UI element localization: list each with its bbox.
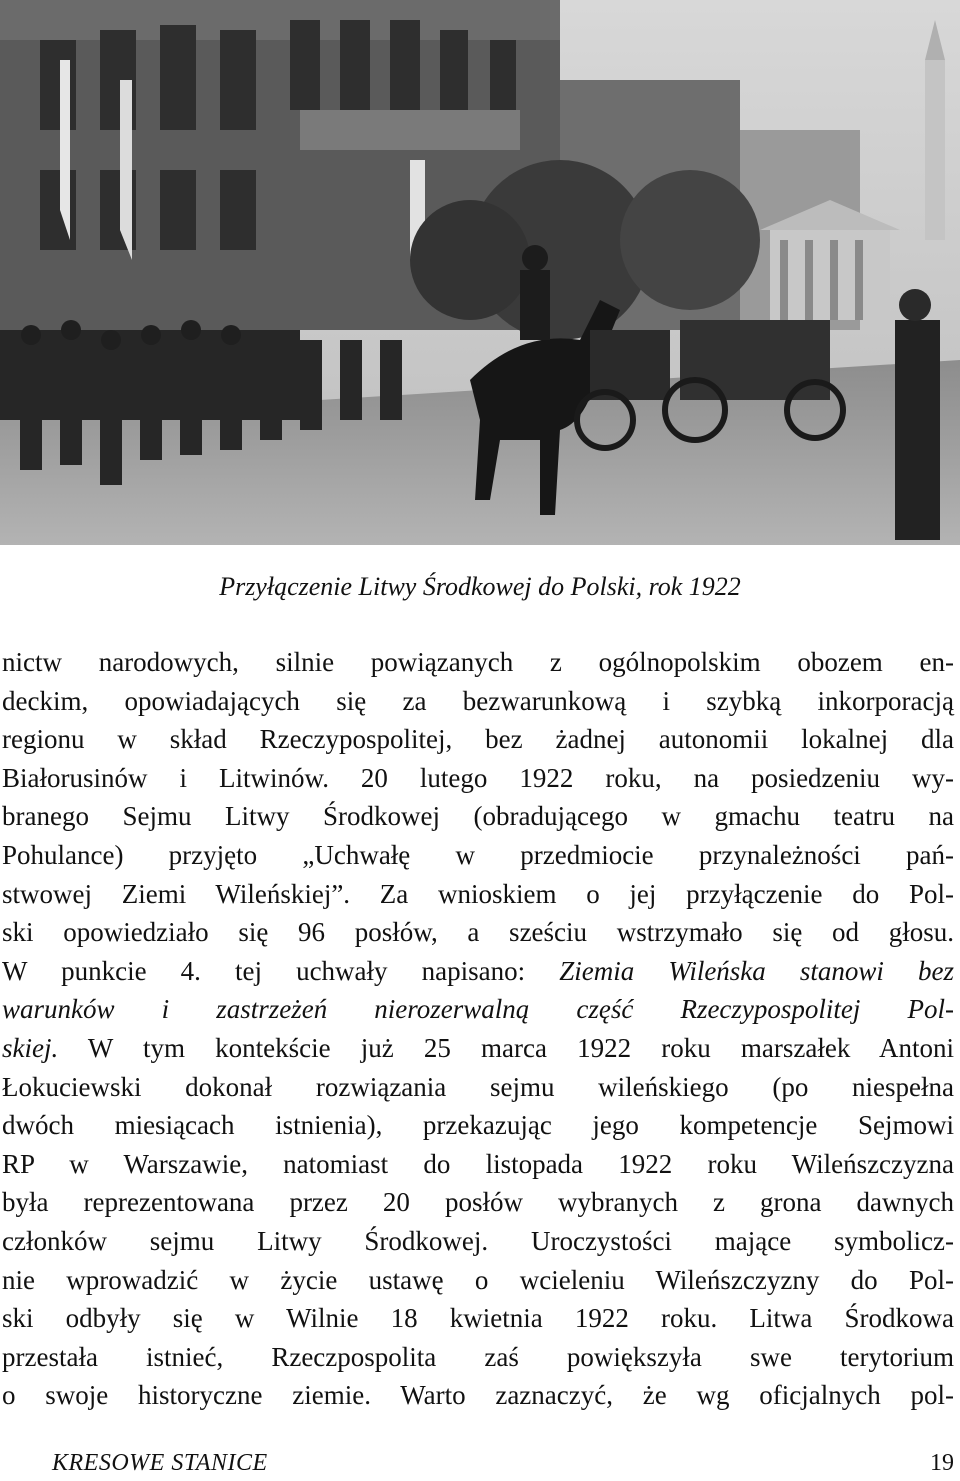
page-number: 19 bbox=[930, 1450, 954, 1476]
body-line-rest: W tym kontekście już 25 marca 1922 roku marszałek Antoni bbox=[58, 1032, 954, 1063]
body-line: stwowej Ziemi Wileńskiej”. Za wnioskiem o jej przyłączenie do Pol- bbox=[2, 878, 954, 909]
body-line: Łokuciewski dokonał rozwiązania sejmu wileńskiego (po niespełna bbox=[2, 1071, 954, 1102]
body-line: o swoje historyczne ziemie. Warto zaznaczyć, że wg oficjalnych pol- bbox=[2, 1380, 954, 1411]
body-line: deckim, opowiadających się za bezwarunkową i szybką inkorporacją bbox=[2, 685, 954, 716]
body-line: branego Sejmu Litwy Środkowej (obradującego w gmachu teatru na bbox=[2, 801, 954, 832]
body-line: nictw narodowych, silnie powiązanych z ogólnopolskim obozem en- bbox=[2, 647, 954, 677]
body-line: Pohulance) przyjęto „Uchwałę w przedmiocie przynależności pań- bbox=[2, 839, 954, 870]
photo-illustration bbox=[0, 0, 960, 545]
quoted-resolution-end: skiej. bbox=[2, 1032, 59, 1063]
body-line: przestała istnieć, Rzeczpospolita zaś powiększyła swe terytorium bbox=[2, 1341, 954, 1372]
body-line: Białorusinów i Litwinów. 20 lutego 1922 roku, na posiedzeniu wy- bbox=[2, 762, 954, 793]
photo-caption: Przyłączenie Litwy Środkowej do Polski, rok 1922 bbox=[219, 572, 741, 601]
running-footer-title: KRESOWE STANICE bbox=[52, 1450, 268, 1476]
body-line: regionu w skład Rzeczypospolitej, bez żadnej autonomii lokalnej dla bbox=[2, 724, 954, 755]
body-line: była reprezentowana przez 20 posłów wybranych z grona dawnych bbox=[2, 1187, 954, 1218]
body-line-start: W punkcie 4. tej uchwały napisano: bbox=[2, 955, 560, 986]
body-line: członków sejmu Litwy Środkowej. Uroczystości mające symbolicz- bbox=[2, 1225, 954, 1256]
quoted-resolution-line: warunków i zastrzeżeń nierozerwalną część Rzeczypospolitej Pol- bbox=[2, 994, 954, 1025]
body-line: RP w Warszawie, natomiast do listopada 1922 roku Wileńszczyzna bbox=[2, 1148, 954, 1179]
historical-photograph bbox=[0, 0, 960, 545]
body-line: dwóch miesiącach istnienia), przekazując jego kompetencje Sejmowi bbox=[2, 1110, 954, 1141]
body-text bbox=[2, 643, 954, 1415]
body-line: nie wprowadzić w życie ustawę o wcieleniu Wileńszczyzny do Pol- bbox=[2, 1264, 954, 1295]
body-line: ski opowiedziało się 96 posłów, a sześciu wstrzymało się od głosu. bbox=[2, 917, 954, 948]
body-line: ski odbyły się w Wilnie 18 kwietnia 1922 roku. Litwa Środkowa bbox=[2, 1303, 954, 1334]
body-line-mixed bbox=[2, 952, 954, 991]
body-line-mixed bbox=[2, 1029, 954, 1068]
quoted-resolution: Ziemia Wileńska stanowi bez bbox=[559, 955, 954, 986]
